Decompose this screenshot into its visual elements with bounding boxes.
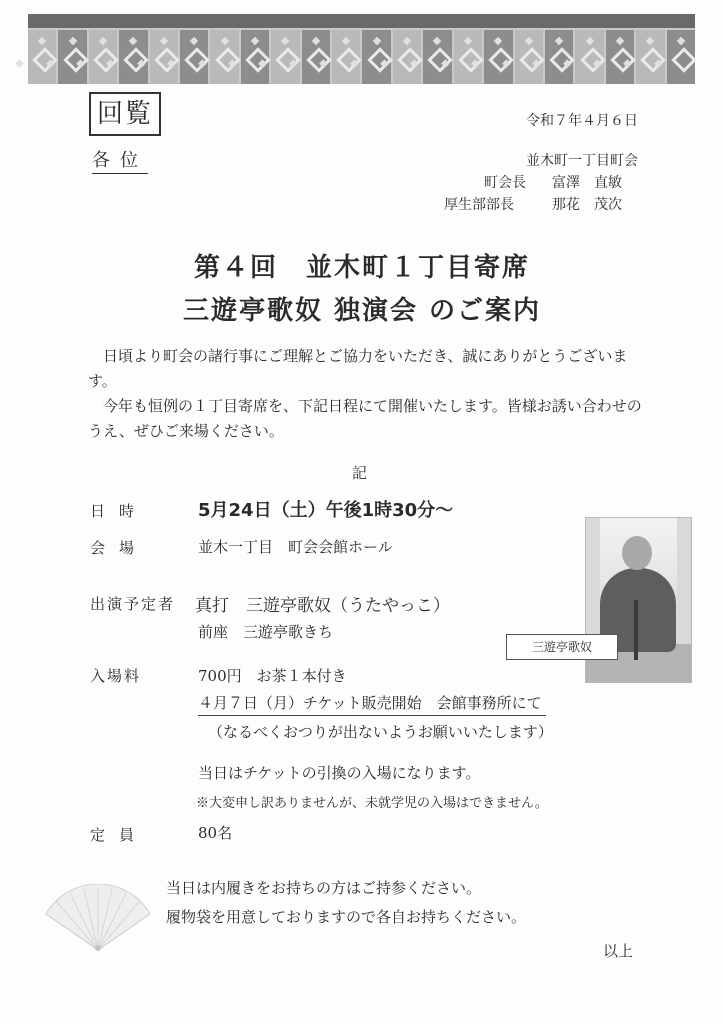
banner-tile	[89, 30, 117, 84]
fee-value: 700円 お茶１本付き	[198, 667, 347, 685]
ki-heading: 記	[352, 464, 368, 482]
addressee: 各位	[92, 146, 148, 174]
banner-tile	[393, 30, 421, 84]
greeting-text: 日頃より町会の諸行事にご理解とご協力をいただき、誠にありがとうございます。	[88, 347, 628, 390]
ticket-sale-info: ４月７日（月）チケット販売開始 会館事務所にて	[198, 692, 546, 716]
performer-main: 真打 三遊亭歌奴（うたやっこ）	[195, 596, 450, 616]
greeting-paragraph	[88, 344, 648, 394]
banner-tile	[484, 30, 512, 84]
banner-tile	[332, 30, 360, 84]
photo-caption: 三遊亭歌奴	[506, 634, 618, 660]
title-line-2: 三遊亭歌奴 独演会 のご案内	[182, 296, 542, 326]
banner-tile	[423, 30, 451, 84]
banner-tile	[271, 30, 299, 84]
circulation-stamp: 回覧	[89, 92, 161, 136]
ticket-change-note: （なるべくおつりが出ないようお願いいたします）	[208, 723, 553, 741]
fee-label: 入場料	[90, 667, 142, 685]
banner-tile	[606, 30, 634, 84]
venue-value: 並木一丁目 町会会館ホール	[198, 538, 393, 556]
performers-label: 出演予定者	[90, 595, 176, 613]
welfare-role: 厚生部部長	[444, 197, 514, 213]
announcement-text: 今年も恒例の１丁目寄席を、下記日程にて開催いたします。皆様お誘い合わせのうえ、ぜひご来場ください。	[88, 397, 642, 440]
banner-tiles	[28, 30, 695, 84]
banner-tile	[119, 30, 147, 84]
preschool-note: ※大変申し訳ありませんが、未就学児の入場はできません。	[196, 796, 548, 811]
banner-tile	[515, 30, 543, 84]
photo-performer-head	[622, 536, 652, 570]
exchange-note: 当日はチケットの引換の入場になります。	[198, 764, 481, 782]
performer-opening: 前座 三遊亭歌きち	[198, 623, 334, 641]
banner-tile	[302, 30, 330, 84]
photo-microphone	[634, 600, 638, 660]
venue-label: 会場	[90, 539, 149, 557]
slippers-note-2: 履物袋を用意しておりますので各自お持ちください。	[166, 908, 527, 926]
announcement-paragraph	[88, 394, 648, 444]
banner-tile	[58, 30, 86, 84]
organization-name: 並木町一丁目町会	[526, 153, 638, 169]
banner-tile	[667, 30, 695, 84]
capacity-value: 80名	[198, 824, 233, 842]
banner-tile	[545, 30, 573, 84]
banner-tile	[636, 30, 664, 84]
chair-name: 富澤 直敏	[552, 175, 622, 191]
date-label: 日時	[90, 502, 149, 520]
banner-tile	[28, 30, 56, 84]
banner-tile	[241, 30, 269, 84]
issue-date: 令和７年４月６日	[526, 113, 638, 129]
capacity-label: 定員	[90, 826, 149, 844]
banner-tile	[362, 30, 390, 84]
banner-tile	[210, 30, 238, 84]
folding-fan-icon	[42, 884, 154, 954]
title-line-1: 第４回 並木町１丁目寄席	[193, 253, 530, 283]
banner-tile	[150, 30, 178, 84]
chair-role: 町会長	[484, 175, 526, 191]
banner-tile	[575, 30, 603, 84]
banner-tile	[454, 30, 482, 84]
welfare-name: 那花 茂次	[552, 197, 622, 213]
banner-tile	[180, 30, 208, 84]
banner-top-strip	[28, 14, 695, 28]
decorative-banner	[28, 14, 695, 84]
date-value: 5月24日（土）午後1時30分〜	[198, 500, 454, 521]
closing-mark: 以上	[603, 942, 634, 960]
slippers-note-1: 当日は内履きをお持ちの方はご持参ください。	[166, 879, 482, 897]
